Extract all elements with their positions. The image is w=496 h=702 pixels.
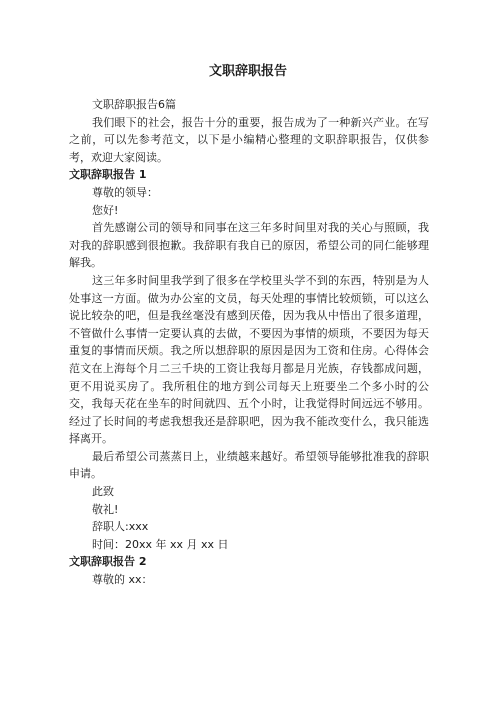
section-1-date: 时间：20xx 年 xx 月 xx 日: [92, 537, 229, 551]
section-1-paragraph-3: 最后希望公司蒸蒸日上，业绩越来越好。希望领导能够批准我的辞职申请。: [69, 449, 429, 481]
document-body: [69, 96, 429, 589]
document-title: 文职辞职报告: [208, 64, 287, 79]
intro-subtitle: 文职辞职报告6篇: [92, 98, 176, 111]
section-1-closing-1: 此致: [92, 485, 114, 499]
section-2-salutation: 尊敬的 xx：: [92, 573, 153, 587]
section-1-heading: 文职辞职报告 1: [69, 168, 147, 182]
section-1-paragraph-1: 首先感谢公司的领导和同事在这三年多时间里对我的关心与照顾，我对我的辞职感到很抱歉。我辞职有我自已的原因，希望公司的同仁能够理解我。: [69, 221, 429, 270]
section-1-greeting: 您好!: [92, 203, 119, 217]
section-1-closing-2: 敬礼!: [92, 502, 119, 516]
section-1-signature: 辞职人:xxx: [92, 520, 149, 534]
section-1-paragraph-2: 这三年多时间里我学到了很多在学校里头学不到的东西，特别是为人处事这一方面。做为办公室的文员，每天处理的事情比较烦锁，可以这么说比较杂的吧，但是我丝毫没有感到厌倦，因为我从中悟出了很多道理，不管做什么事情一定要认真的去做，不要因为事情的烦琐，不要因为每天重复的事情而厌烦。我之所以想辞职的原因是因为工资和住房。心得体会范文在上海每个月二三千块的工资让我每月都是月光族，存钱都成问题，更不用说买房了。我所租住的地方到公司每天上班要坐二个多小时的公交，我每天花在坐车的时间就四、五个小时，让我觉得时间远远不够用。经过了长时间的考虑我想我还是辞职吧，因为我不能改变什么，我只能选择离开。: [69, 273, 429, 446]
section-1-salutation: 尊敬的领导：: [92, 185, 158, 199]
intro-paragraph: 我们眼下的社会，报告十分的重要，报告成为了一种新兴产业。在写之前，可以先参考范文，以下是小编精心整理的文职辞职报告，仅供参考，欢迎大家阅读。: [69, 115, 429, 164]
section-2-heading: 文职辞职报告 2: [69, 555, 147, 569]
